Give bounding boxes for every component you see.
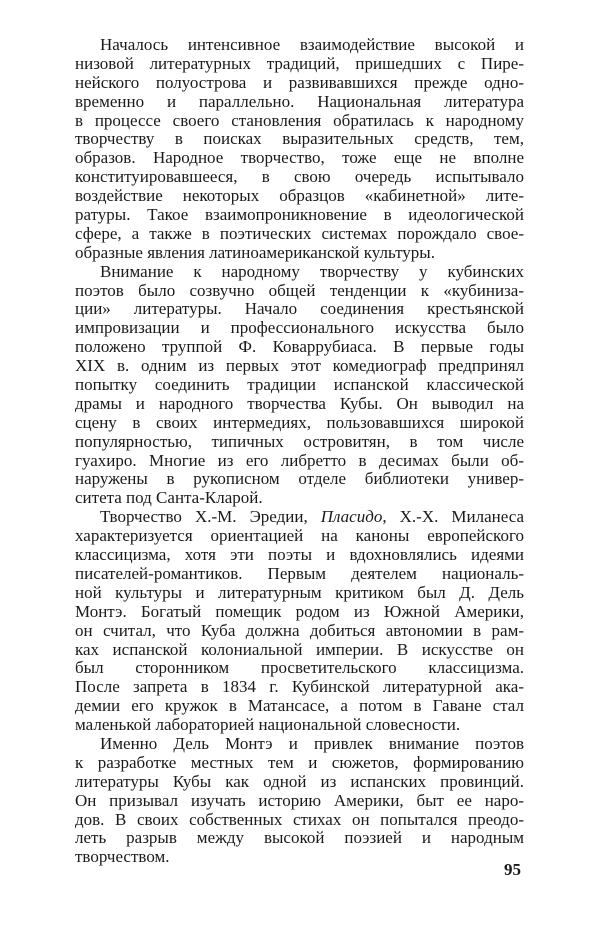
text-line: XIX в. одним из первых этот комедиограф предпринял: [75, 356, 524, 376]
text-line: к разработке местных тем и сюжетов, формированию: [75, 752, 524, 772]
italic-name: Пласидо: [320, 507, 383, 527]
text-line: литературы Кубы как одной из испанских провинций.: [75, 771, 524, 791]
text-line: леть разрыв между высокой поэзией и народным: [75, 828, 524, 848]
text-line: ратуры. Такое взаимопроникновение в идеологической: [75, 205, 524, 225]
text-line: сфере, а также в поэтических системах порождало свое-: [75, 223, 524, 243]
text-line: низовой литературных традиций, пришедших с Пире-: [75, 53, 524, 73]
text-line: маленькой лабораторией национальной словесности.: [75, 715, 461, 735]
paragraph: [75, 36, 524, 263]
text-line: нейского полуострова и развивавшихся прежде одно-: [75, 72, 524, 92]
paragraph: [75, 735, 524, 867]
page-number: 95: [504, 860, 521, 879]
text-line: ках испанской колониальной империи. В искусстве он: [75, 639, 524, 659]
text-line: он считал, что Куба должна добиться автономии в рам-: [75, 620, 524, 640]
text-line: писателей-романтиков. Первым деятелем националь-: [75, 563, 524, 583]
text-line: ции» литературы. Начало соединения крестьянской: [75, 299, 524, 319]
text-line: наружены в рукописном отделе библиотеки универ-: [75, 469, 524, 489]
text-line: драмы и народного творчества Кубы. Он выводил на: [75, 393, 524, 413]
text-line: образов. Народное творчество, тоже еще не вполне: [75, 148, 524, 168]
text-line: дов. В своих собственных стихах он попытался преодо-: [75, 809, 524, 829]
text-line: ной культуры и литературным критиком был Д. Дель: [75, 582, 524, 602]
text-line: [75, 508, 524, 527]
text-segment: Творчество Х.-М. Эредии,: [100, 507, 321, 527]
page-body: [75, 36, 524, 867]
text-line: воздействие некоторых образцов «кабинетной» лите-: [75, 186, 524, 206]
text-line: был сторонником просветительского классицизма.: [75, 658, 524, 678]
text-line: ситета под Санта-Кларой.: [75, 488, 263, 508]
text-line: популярностью, типичных островитян, в том числе: [75, 431, 524, 451]
text-line: конституировавшееся, в свою очередь испытывало: [75, 167, 524, 187]
text-line: образные явления латиноамериканской культуры.: [75, 242, 435, 262]
text-line: импровизации и профессионального искусства было: [75, 318, 524, 338]
text-line: После запрета в 1834 г. Кубинской литературной ака-: [75, 677, 524, 697]
text-line: положено труппой Ф. Коваррубиаса. В первые годы: [75, 337, 524, 357]
text-line: сцену в своих интермедиях, пользовавшихся широкой: [75, 412, 524, 432]
text-line: Именно Дель Монтэ и привлек внимание поэтов: [100, 733, 524, 753]
text-segment: , Х.-Х. Миланеса: [382, 507, 524, 527]
text-line: творчеству в поисках выразительных средств, тем,: [75, 129, 524, 149]
text-line: Монтэ. Богатый помещик родом из Южной Америки,: [75, 601, 524, 621]
text-line: демии его кружок в Матансасе, а потом в Гаване стал: [75, 696, 524, 716]
paragraph: [75, 263, 524, 509]
text-line: классицизма, хотя эти поэты и вдохновлялись идеями: [75, 545, 524, 565]
text-line: Он призывал изучать историю Америки, быт ее наро-: [75, 790, 524, 810]
text-line: Внимание к народному творчеству у кубинских: [100, 261, 524, 281]
paragraph: [75, 508, 524, 735]
text-line: поэтов было созвучно общей тенденции к «кубиниза-: [75, 280, 524, 300]
text-line: творчеством.: [75, 847, 170, 867]
text-line: временно и параллельно. Национальная литература: [75, 91, 524, 111]
text-line: попытку соединить традиции испанской классической: [75, 375, 524, 395]
text-line: характеризуется ориентацией на каноны европейского: [75, 526, 524, 546]
text-line: Началось интенсивное взаимодействие высокой и: [100, 35, 524, 54]
text-line: гуахиро. Многие из его либретто в десимах были об-: [75, 450, 524, 470]
text-line: в процессе своего становления обратилась к народному: [75, 110, 524, 130]
